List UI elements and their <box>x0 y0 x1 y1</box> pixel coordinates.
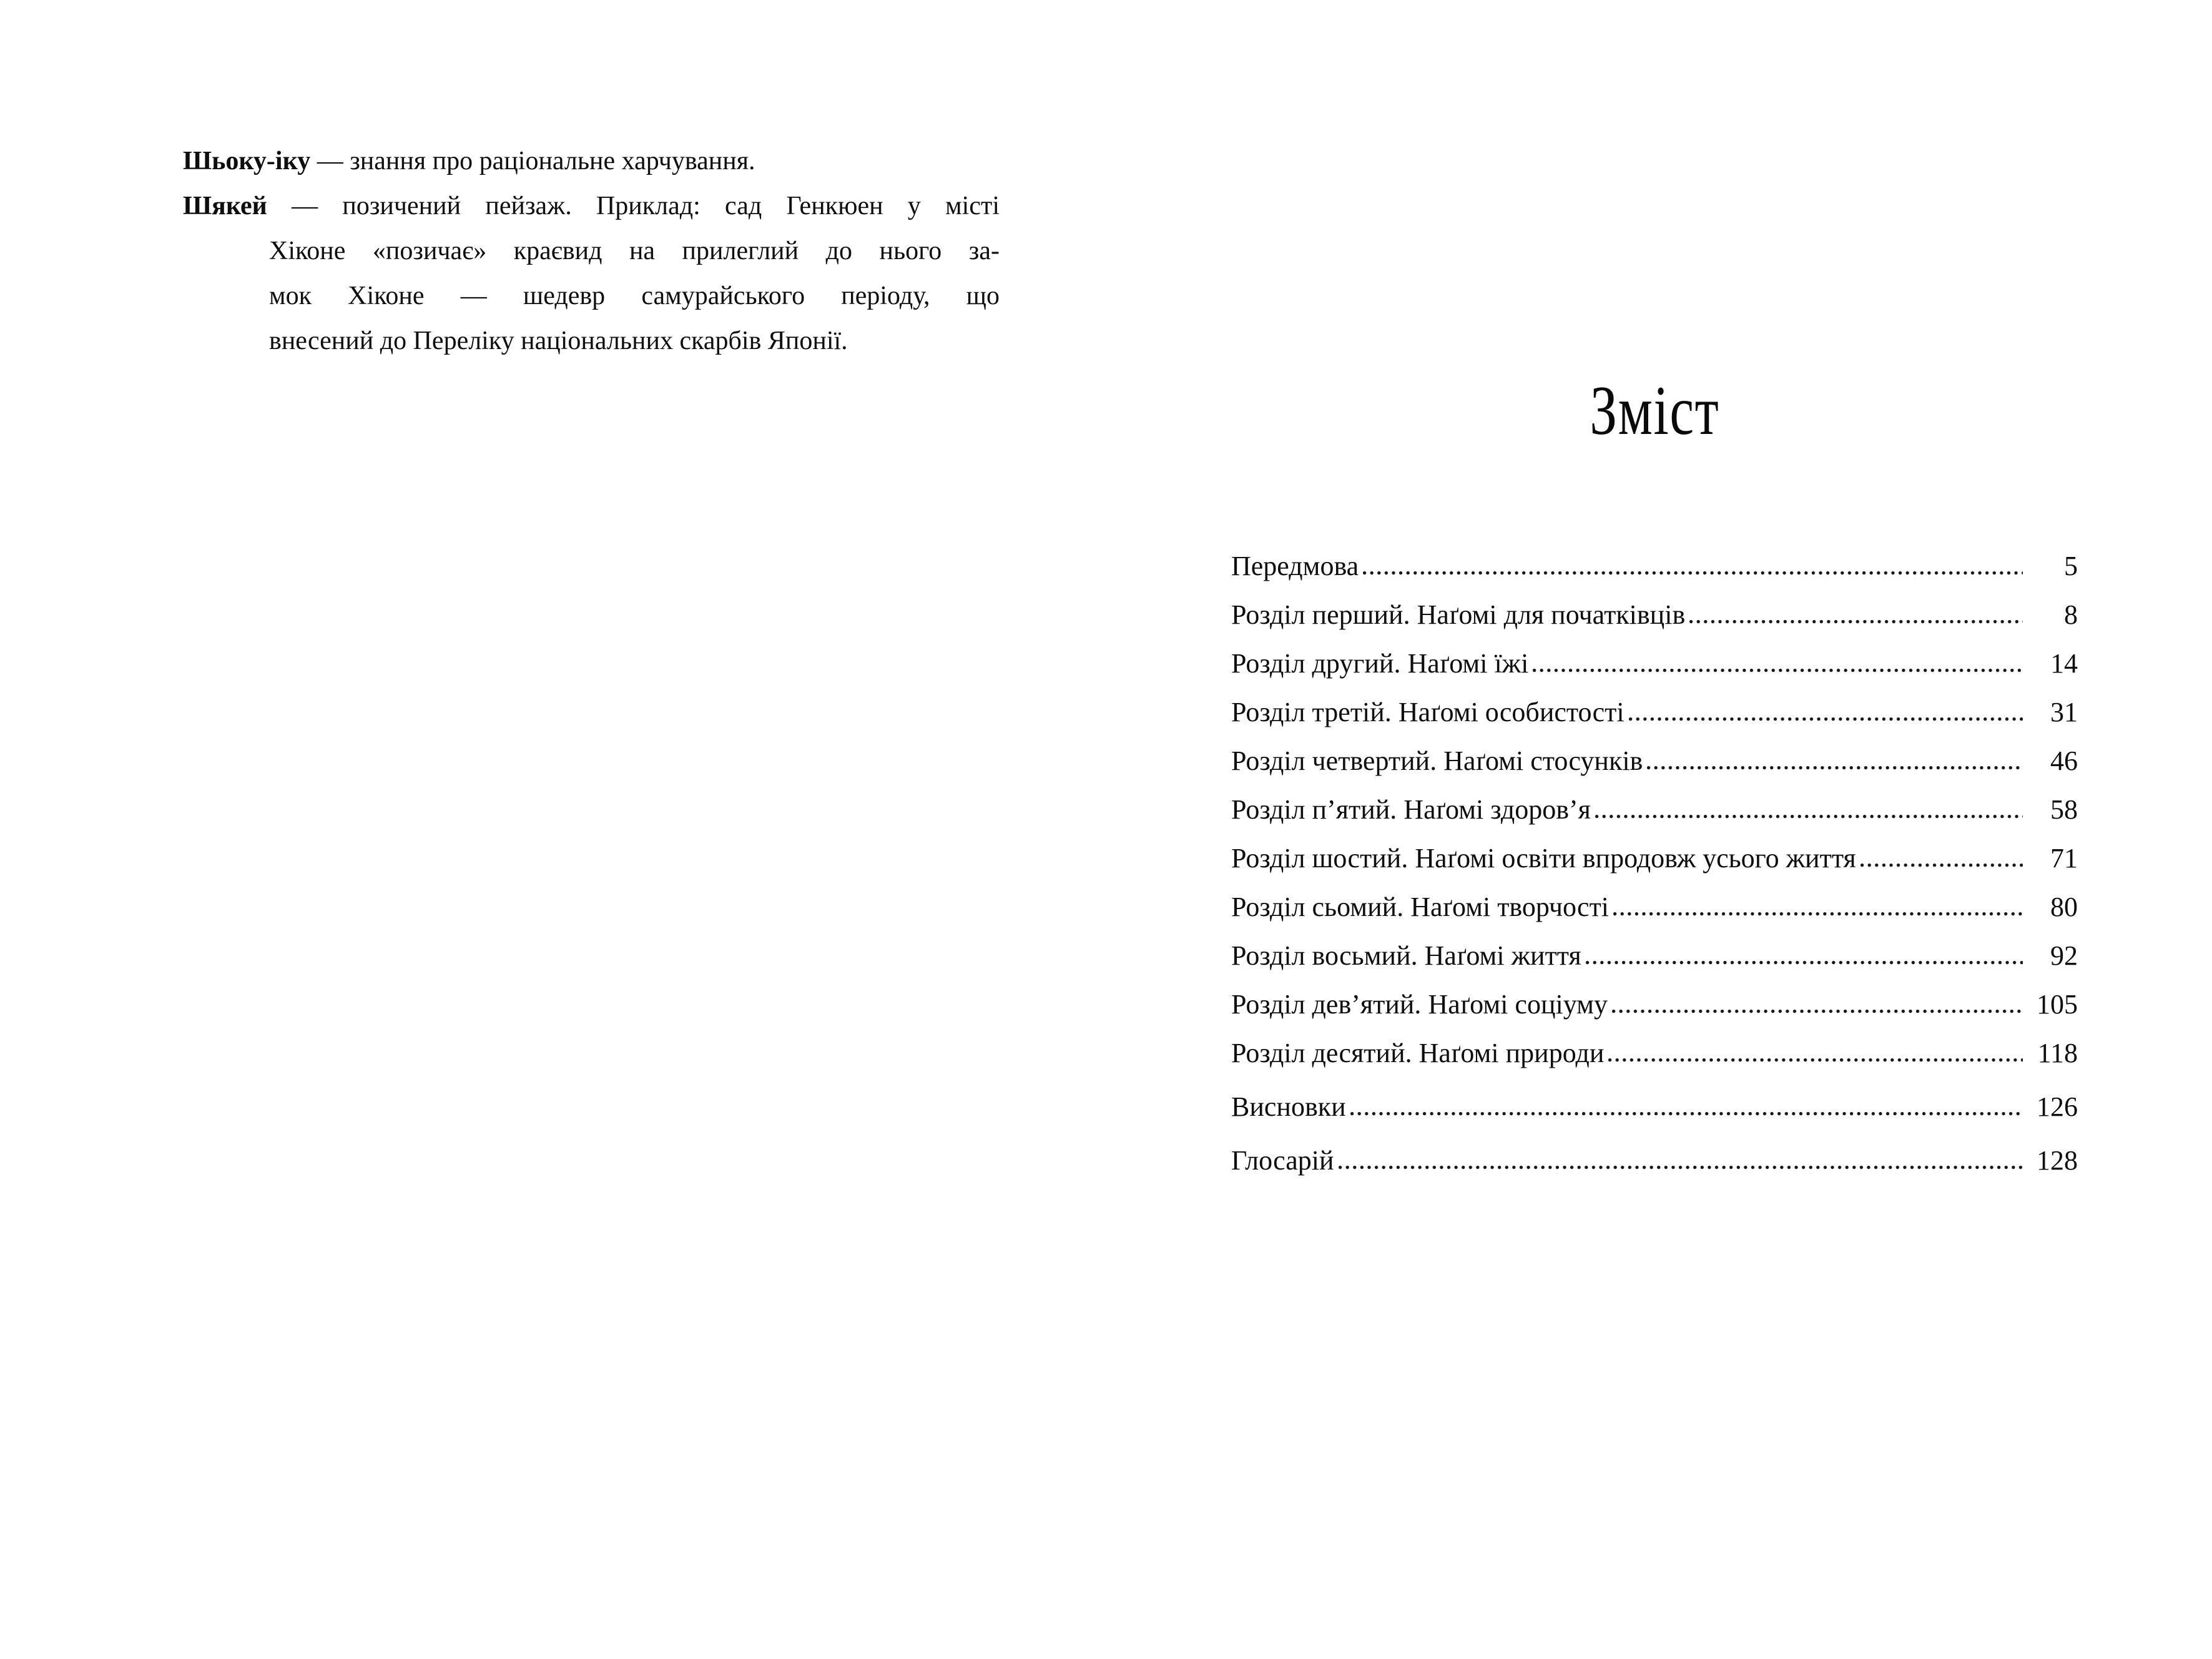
toc-dot-leader <box>1595 785 2023 834</box>
glossary-definition: — знання про раціональне харчування. <box>317 147 755 175</box>
toc-row <box>1231 883 2078 932</box>
toc-page-number: 105 <box>2037 989 2078 1020</box>
toc-entry-title: Висновки <box>1231 1091 1346 1122</box>
toc-page-number: 118 <box>2037 1038 2078 1068</box>
toc-page-number: 128 <box>2037 1145 2078 1176</box>
glossary-term: Шьоку-іку <box>183 147 311 175</box>
toc-entry-title: Розділ перший. Наґомі для початківців <box>1231 599 1686 630</box>
glossary-line: мок Хіконе — шедевр самурайського періоду, що <box>269 282 1000 310</box>
toc-entry-title: Розділ п’ятий. Наґомі здоров’я <box>1231 794 1591 825</box>
toc-dot-leader <box>1613 883 2023 932</box>
toc-dot-leader <box>1861 834 2023 883</box>
toc-row <box>1231 639 2078 688</box>
glossary-line: внесений до Переліку національних скарбів Японії. <box>269 327 848 355</box>
toc-entry-title: Розділ другий. Наґомі їжі <box>1231 648 1529 679</box>
glossary-term: Шякей <box>183 192 267 220</box>
toc-entry-title: Розділ дев’ятий. Наґомі соціуму <box>1231 989 1608 1020</box>
toc-dot-leader <box>1586 932 2023 980</box>
toc-page-number: 46 <box>2050 746 2078 776</box>
toc-dot-leader <box>1629 688 2023 737</box>
toc-row <box>1231 688 2078 737</box>
glossary-entry <box>183 139 1000 184</box>
toc-page-number: 80 <box>2050 892 2078 922</box>
toc-entry-title: Розділ шостий. Наґомі освіти впродовж усього життя <box>1231 843 1856 874</box>
toc-page-number: 92 <box>2050 940 2078 971</box>
toc-dot-leader <box>1647 737 2023 785</box>
toc-row <box>1231 1083 2078 1131</box>
table-of-contents <box>1231 542 2078 1185</box>
toc-entry-title: Розділ сьомий. Наґомі творчості <box>1231 892 1610 922</box>
toc-dot-leader <box>1608 1029 2023 1078</box>
toc-entry-title: Передмова <box>1231 551 1359 581</box>
toc-entry-title: Глосарій <box>1231 1145 1334 1176</box>
toc-row <box>1231 1136 2078 1185</box>
toc-heading <box>1231 367 2078 455</box>
toc-page-number: 8 <box>2064 599 2078 630</box>
toc-dot-leader <box>1689 591 2023 639</box>
toc-dot-leader <box>1363 542 2023 591</box>
toc-row <box>1231 591 2078 639</box>
toc-row <box>1231 932 2078 980</box>
toc-entry-title: Розділ десятий. Наґомі природи <box>1231 1038 1605 1068</box>
glossary-definition: — позичений пейзаж. Приклад: сад Генкюен у місті <box>292 192 1000 220</box>
toc-row <box>1231 980 2078 1029</box>
toc-row <box>1231 785 2078 834</box>
toc-page-number: 31 <box>2050 697 2078 727</box>
toc-row <box>1231 1029 2078 1078</box>
toc-page-number: 126 <box>2037 1091 2078 1122</box>
toc-page-number: 5 <box>2064 551 2078 581</box>
glossary-line <box>183 139 1000 184</box>
toc-dot-leader <box>1612 980 2023 1029</box>
toc-entry-title: Розділ четвертий. Наґомі стосунків <box>1231 746 1643 776</box>
toc-heading-text: Зміст <box>1589 372 1720 450</box>
toc-dot-leader <box>1533 639 2023 688</box>
toc-row <box>1231 542 2078 591</box>
glossary-line <box>183 184 1000 229</box>
glossary-block <box>183 139 1000 363</box>
toc-entry-title: Розділ восьмий. Наґомі життя <box>1231 940 1581 971</box>
toc-page-number: 58 <box>2050 794 2078 825</box>
toc-page-number: 14 <box>2050 648 2078 679</box>
glossary-line: Хіконе «позичає» краєвид на прилеглий до нього за- <box>269 237 1000 265</box>
toc-row <box>1231 834 2078 883</box>
toc-entry-title: Розділ третій. Наґомі особистості <box>1231 697 1625 727</box>
toc-row <box>1231 737 2078 785</box>
glossary-entry <box>183 184 1000 363</box>
toc-page-number: 71 <box>2050 843 2078 874</box>
toc-dot-leader <box>1350 1083 2023 1131</box>
toc-dot-leader <box>1339 1136 2023 1185</box>
